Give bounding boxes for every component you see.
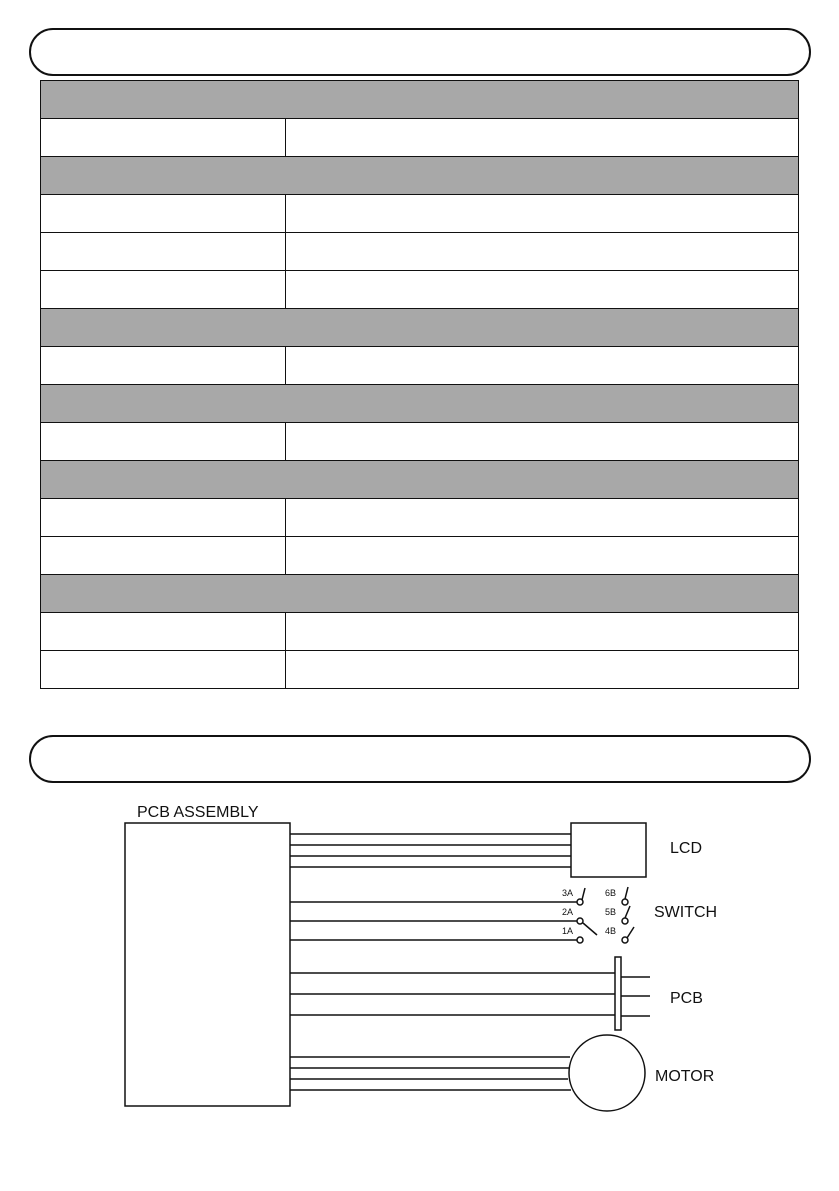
table-section-row bbox=[41, 575, 799, 613]
section-cell bbox=[41, 157, 799, 195]
value-cell bbox=[286, 347, 799, 385]
switch-label: SWITCH bbox=[654, 904, 718, 921]
lcd-wires bbox=[290, 834, 571, 867]
section-cell bbox=[41, 81, 799, 119]
section-cell bbox=[41, 575, 799, 613]
label-cell bbox=[41, 651, 286, 689]
value-cell bbox=[286, 537, 799, 575]
table-row bbox=[41, 347, 799, 385]
value-cell bbox=[286, 195, 799, 233]
switch-terminal-1a: 1A bbox=[562, 926, 574, 936]
section-cell bbox=[41, 385, 799, 423]
table-section-row bbox=[41, 157, 799, 195]
motor-wires bbox=[290, 1057, 571, 1090]
value-cell bbox=[286, 651, 799, 689]
motor-circle bbox=[569, 1035, 645, 1111]
table-row bbox=[41, 271, 799, 309]
table-row bbox=[41, 423, 799, 461]
lcd-box bbox=[571, 823, 646, 877]
label-cell bbox=[41, 613, 286, 651]
pcb-label: PCB bbox=[670, 990, 703, 1007]
value-cell bbox=[286, 119, 799, 157]
pcb-assembly-box bbox=[125, 823, 290, 1106]
value-cell bbox=[286, 233, 799, 271]
value-cell bbox=[286, 499, 799, 537]
label-cell bbox=[41, 195, 286, 233]
table-row bbox=[41, 651, 799, 689]
label-cell bbox=[41, 499, 286, 537]
label-cell bbox=[41, 233, 286, 271]
label-cell bbox=[41, 119, 286, 157]
section-header-pill bbox=[29, 28, 811, 76]
switch-terminal-4b: 4B bbox=[605, 926, 617, 936]
label-cell bbox=[41, 271, 286, 309]
switch-terminal-3a: 3A bbox=[562, 888, 574, 898]
wiring-section-pill bbox=[29, 735, 811, 783]
switch-terminal-6b: 6B bbox=[605, 888, 617, 898]
switch-terminal-5b: 5B bbox=[605, 907, 617, 917]
label-cell bbox=[41, 347, 286, 385]
section-cell bbox=[41, 309, 799, 347]
pcb-assembly-label: PCB ASSEMBLY bbox=[137, 804, 259, 821]
label-cell bbox=[41, 423, 286, 461]
table-section-row bbox=[41, 309, 799, 347]
table-section-row bbox=[41, 461, 799, 499]
switch-wires bbox=[290, 902, 577, 940]
table-section-row bbox=[41, 81, 799, 119]
value-cell bbox=[286, 613, 799, 651]
value-cell bbox=[286, 271, 799, 309]
pcb-wires bbox=[290, 973, 650, 1016]
table-section-row bbox=[41, 385, 799, 423]
motor-label: MOTOR bbox=[655, 1068, 715, 1085]
table-row bbox=[41, 499, 799, 537]
wiring-diagram bbox=[0, 790, 839, 1130]
specifications-table bbox=[40, 80, 799, 689]
table-row bbox=[41, 613, 799, 651]
section-cell bbox=[41, 461, 799, 499]
switch-terminal-2a: 2A bbox=[562, 907, 574, 917]
table-row bbox=[41, 233, 799, 271]
label-cell bbox=[41, 537, 286, 575]
table-row bbox=[41, 119, 799, 157]
table-row bbox=[41, 537, 799, 575]
lcd-label: LCD bbox=[670, 840, 703, 857]
table-row bbox=[41, 195, 799, 233]
pcb-connector-bar bbox=[615, 957, 621, 1030]
value-cell bbox=[286, 423, 799, 461]
